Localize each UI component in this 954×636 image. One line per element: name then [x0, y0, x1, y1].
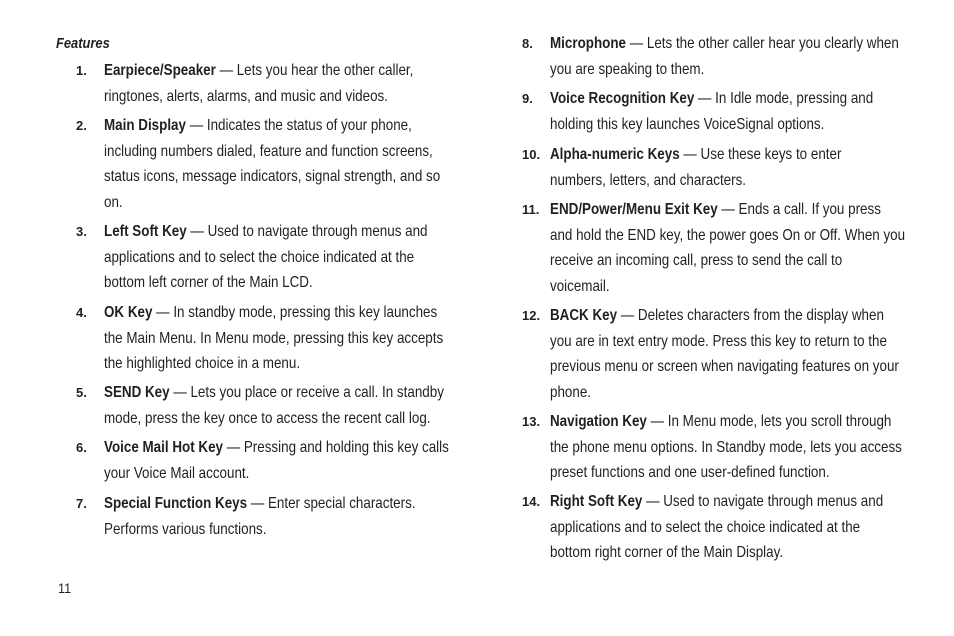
- description-text: holding this key launches VoiceSignal options.: [550, 115, 825, 133]
- item-number: 10.: [522, 147, 541, 162]
- feature-term: BACK Key: [550, 307, 618, 324]
- description-text: — Ends a call. If you press: [717, 201, 881, 218]
- item-description: [104, 300, 443, 377]
- item-description: [104, 113, 440, 215]
- description-line: [104, 491, 416, 517]
- feature-term: OK Key: [104, 304, 153, 321]
- description-line: [104, 461, 449, 487]
- description-text: phone.: [550, 383, 592, 401]
- description-text: status icons, message indicators, signal strength, and so: [104, 168, 441, 185]
- feature-term: Alpha-numeric Keys: [550, 146, 680, 163]
- description-line: [550, 489, 883, 515]
- description-line: [550, 223, 905, 249]
- description-text: the phone menu options. In Standby mode, lets you access: [550, 438, 902, 456]
- item-description: [550, 303, 899, 405]
- feature-term: Microphone: [550, 35, 627, 52]
- description-text: the highlighted choice in a menu.: [104, 355, 301, 372]
- item-description: [550, 409, 902, 486]
- description-line: [104, 84, 413, 110]
- page-number: 11: [58, 580, 72, 596]
- item-description: [104, 380, 444, 431]
- item-number: 11.: [522, 202, 540, 217]
- item-number: 6.: [76, 440, 87, 455]
- item-number: 4.: [76, 305, 87, 320]
- description-text: on.: [104, 193, 123, 211]
- description-text: voicemail.: [550, 277, 610, 295]
- description-line: [104, 139, 440, 165]
- item-number: 7.: [76, 496, 87, 511]
- description-text: — Used to navigate through menus and: [642, 493, 884, 510]
- description-text: — In Menu mode, lets you scroll through: [646, 413, 892, 430]
- description-line: [104, 219, 428, 245]
- feature-term: Left Soft Key: [104, 223, 187, 240]
- description-line: [550, 380, 899, 406]
- description-line: [550, 248, 905, 274]
- description-line: [550, 435, 902, 461]
- description-line: [550, 142, 841, 168]
- item-number: 3.: [76, 224, 87, 239]
- description-text: ringtones, alerts, alarms, and music and videos.: [104, 87, 389, 105]
- item-number: 12.: [522, 308, 541, 323]
- description-line: [104, 326, 443, 352]
- item-description: [104, 491, 416, 542]
- item-description: [550, 197, 905, 299]
- item-description: [550, 86, 873, 137]
- description-text: the Main Menu. In Menu mode, pressing this key accepts: [104, 329, 444, 347]
- description-text: applications and to select the choice indicated at the: [104, 248, 415, 266]
- description-line: [550, 460, 902, 486]
- description-text: you are speaking to them.: [550, 60, 705, 78]
- description-line: [550, 57, 899, 83]
- description-line: [104, 270, 428, 296]
- description-line: [550, 515, 883, 541]
- description-line: [104, 164, 440, 190]
- description-line: [104, 351, 443, 377]
- item-description: [550, 489, 883, 566]
- item-number: 2.: [76, 118, 87, 133]
- description-text: previous menu or screen when navigating features on your: [550, 358, 899, 375]
- description-text: — In Idle mode, pressing and: [694, 90, 874, 107]
- description-line: [550, 112, 873, 138]
- item-description: [104, 58, 413, 109]
- description-line: [104, 190, 440, 216]
- item-description: [104, 435, 449, 486]
- description-text: — Use these keys to enter: [679, 146, 842, 163]
- description-line: [550, 303, 899, 329]
- item-number: 9.: [522, 91, 533, 106]
- description-text: — Enter special characters.: [247, 495, 416, 512]
- section-heading: Features: [56, 35, 110, 52]
- description-text: — Indicates the status of your phone,: [185, 117, 412, 134]
- description-text: bottom right corner of the Main Display.: [550, 544, 784, 561]
- description-line: [104, 517, 416, 543]
- description-line: [550, 197, 905, 223]
- feature-term: Right Soft Key: [550, 493, 643, 510]
- description-text: — In standby mode, pressing this key launches: [152, 304, 438, 321]
- description-text: — Deletes characters from the display when: [617, 307, 884, 324]
- description-text: and hold the END key, the power goes On or Off. When you: [550, 226, 906, 244]
- description-line: [104, 300, 443, 326]
- item-number: 5.: [76, 385, 87, 400]
- item-number: 8.: [522, 36, 533, 51]
- feature-term: Earpiece/Speaker: [104, 62, 216, 79]
- description-line: [550, 274, 905, 300]
- description-line: [550, 409, 902, 435]
- description-line: [104, 245, 428, 271]
- description-line: [550, 168, 841, 194]
- feature-term: SEND Key: [104, 384, 170, 401]
- description-text: — Lets you place or receive a call. In standby: [169, 384, 444, 401]
- description-line: [104, 406, 444, 432]
- description-text: — Used to navigate through menus and: [186, 223, 428, 240]
- description-line: [104, 113, 440, 139]
- description-line: [550, 540, 883, 566]
- description-line: [550, 31, 899, 57]
- description-line: [104, 380, 444, 406]
- feature-term: Navigation Key: [550, 413, 647, 430]
- description-text: Performs various functions.: [104, 520, 267, 538]
- description-text: your Voice Mail account.: [104, 464, 250, 482]
- description-text: you are in text entry mode. Press this key to return to the: [550, 332, 887, 350]
- description-text: numbers, letters, and characters.: [550, 171, 747, 189]
- description-line: [550, 86, 873, 112]
- feature-term: Voice Mail Hot Key: [104, 439, 223, 456]
- description-text: including numbers dialed, feature and function screens,: [104, 142, 433, 160]
- description-text: receive an incoming call, press to send the call to: [550, 252, 843, 269]
- item-description: [550, 142, 841, 193]
- item-number: 14.: [522, 494, 541, 509]
- description-text: applications and to select the choice indicated at the: [550, 518, 861, 536]
- description-text: preset functions and one user-defined function.: [550, 464, 830, 481]
- item-description: [104, 219, 428, 296]
- description-line: [104, 435, 449, 461]
- feature-term: Main Display: [104, 117, 186, 134]
- description-text: — Lets the other caller hear you clearly when: [626, 35, 899, 52]
- description-text: — Lets you hear the other caller,: [215, 62, 414, 79]
- description-line: [104, 58, 413, 84]
- description-text: mode, press the key once to access the recent call log.: [104, 409, 431, 427]
- description-text: bottom left corner of the Main LCD.: [104, 274, 313, 291]
- item-number: 13.: [522, 414, 541, 429]
- item-number: 1.: [76, 63, 87, 78]
- feature-term: Voice Recognition Key: [550, 90, 695, 107]
- description-line: [550, 354, 899, 380]
- description-text: — Pressing and holding this key calls: [222, 439, 449, 456]
- item-description: [550, 31, 899, 82]
- feature-term: Special Function Keys: [104, 495, 248, 512]
- description-line: [550, 329, 899, 355]
- feature-term: END/Power/Menu Exit Key: [550, 201, 718, 218]
